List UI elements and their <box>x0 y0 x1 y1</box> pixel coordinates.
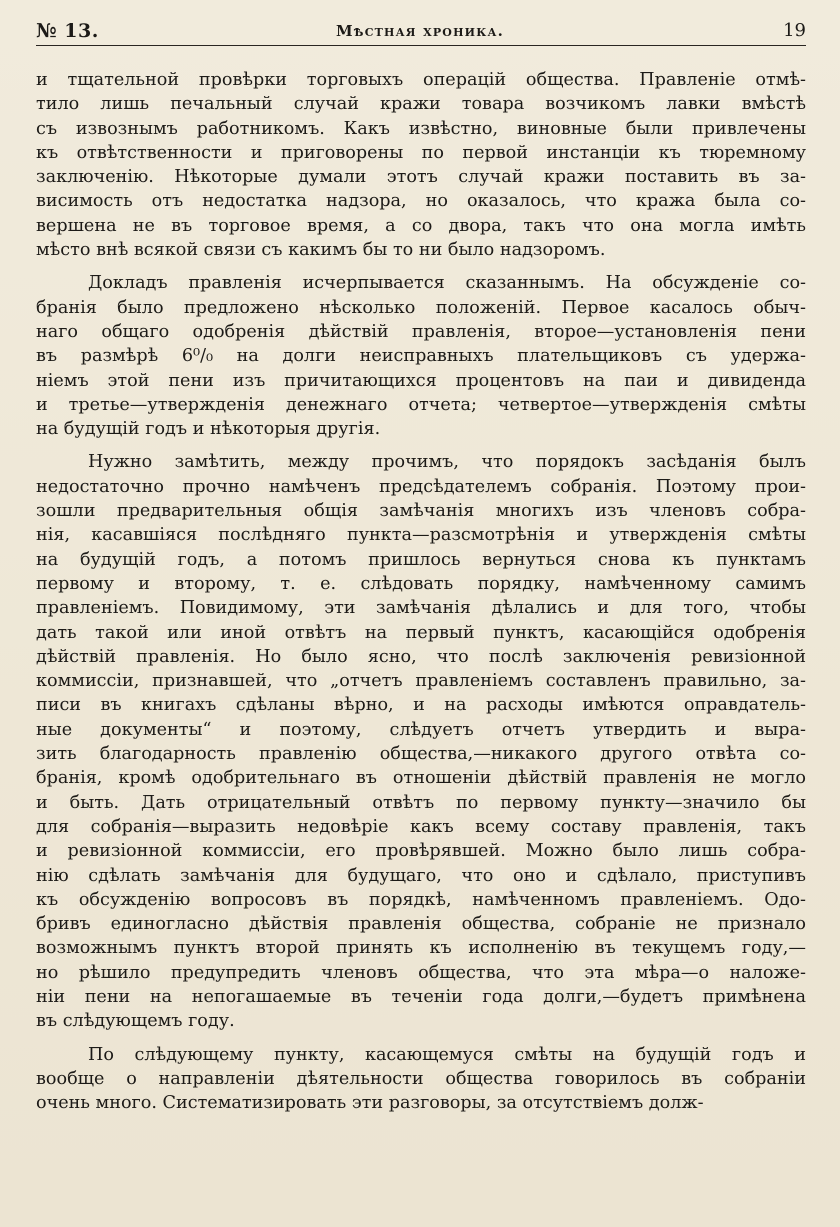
text-line: недостаточно прочно намѣченъ предсѣдателемъ собранія. Поэтому прои- <box>36 476 806 497</box>
text-line: зить благодарность правленію общества,—никакого другого отвѣта со- <box>36 744 806 765</box>
text-line: вершена не въ торговое время, а со двора, такъ что она могла имѣть <box>36 215 806 236</box>
paragraph <box>36 271 806 441</box>
text-line: нія, касавшіяся послѣдняго пункта—разсмотрѣнія и утвержденія смѣты <box>36 525 806 546</box>
running-header <box>36 18 806 46</box>
paragraph <box>36 68 806 262</box>
paragraph-gap <box>36 1034 806 1043</box>
text-line: первому и второму, т. е. слѣдовать порядку, намѣченному самимъ <box>36 573 806 594</box>
text-line: съ извознымъ работникомъ. Какъ извѣстно, виновные были привлечены <box>36 118 806 139</box>
paragraph <box>36 1043 806 1116</box>
section-title: Мѣстная хроника. <box>336 22 505 40</box>
text-line: на будущій годъ, а потомъ пришлось вернуться снова къ пунктамъ <box>36 549 806 570</box>
issue-number: № 13. <box>36 20 99 42</box>
text-line: возможнымъ пунктъ второй принять къ исполненію въ текущемъ году,— <box>36 938 806 959</box>
header-rule <box>36 45 806 46</box>
text-line: тило лишь печальный случай кражи товара возчикомъ лавки вмѣстѣ <box>36 94 806 115</box>
text-line: ные документы“ и поэтому, слѣдуетъ отчетъ утвердить и выра- <box>36 719 806 740</box>
text-line: висимость отъ недостатка надзора, но оказалось, что кража была со- <box>36 191 806 212</box>
text-line: къ отвѣтственности и приговорены по первой инстанціи къ тюремному <box>36 142 806 163</box>
text-line: на будущій годъ и нѣкоторыя другія. <box>36 419 381 440</box>
text-line: заключенію. Нѣкоторые думали этотъ случай кражи поставить въ за- <box>36 167 806 188</box>
text-line: и ревизіонной коммиссіи, его провѣрявшей. Можно было лишь собра- <box>36 841 806 862</box>
text-line: очень много. Систематизировать эти разговоры, за отсутствіемъ долж- <box>36 1093 704 1114</box>
text-line: По слѣдующему пункту, касающемуся смѣты на будущій годъ и <box>88 1044 806 1065</box>
text-line: и тщательной провѣрки торговыхъ операцій общества. Правленіе отмѣ- <box>36 70 806 90</box>
page-number: 19 <box>783 20 806 41</box>
text-line: коммиссіи, признавшей, что „отчетъ правленіемъ составленъ правильно, за- <box>36 671 806 692</box>
text-line: для собранія—выразить недовѣріе какъ всему составу правленія, такъ <box>36 816 806 837</box>
body-text <box>36 68 806 1115</box>
text-line: ніи пени на непогашаемые въ теченіи года долги,—будетъ примѣнена <box>36 986 806 1007</box>
text-line: и быть. Дать отрицательный отвѣтъ по первому пункту—значило бы <box>36 792 806 813</box>
text-line: мѣсто внѣ всякой связи съ какимъ бы то ни было надзоромъ. <box>36 240 606 261</box>
text-line: бранія, кромѣ одобрительнаго въ отношеніи дѣйствій правленія не могло <box>36 768 806 789</box>
text-line: но рѣшило предупредить членовъ общества, что эта мѣра—о наложе- <box>36 962 806 983</box>
paragraph <box>36 450 806 1033</box>
text-line: наго общаго одобренія дѣйствій правленія, второе—установленія пени <box>36 321 806 342</box>
text-line: зошли предварительныя общія замѣчанія многихъ изъ членовъ собра- <box>36 501 806 522</box>
text-line: нію сдѣлать замѣчанія для будущаго, что оно и сдѣлало, приступивъ <box>36 865 806 886</box>
text-line: писи въ книгахъ сдѣланы вѣрно, и на расходы имѣются оправдатель- <box>36 695 806 716</box>
text-line: въ слѣдующемъ году. <box>36 1011 235 1032</box>
text-line: дѣйствій правленія. Но было ясно, что послѣ заключенія ревизіонной <box>36 646 806 667</box>
text-line: и третье—утвержденія денежнаго отчета; четвертое—утвержденія смѣты <box>36 394 806 415</box>
text-line: въ размѣрѣ 6⁰/₀ на долги неисправныхъ плательщиковъ съ удержа- <box>36 346 806 367</box>
text-line: къ обсужденію вопросовъ въ порядкѣ, намѣченномъ правленіемъ. Одо- <box>36 889 806 910</box>
text-line: дать такой или иной отвѣтъ на первый пунктъ, касающійся одобренія <box>36 622 806 643</box>
paragraph-gap <box>36 262 806 271</box>
text-line: вообще о направленіи дѣятельности общества говорилось въ собраніи <box>36 1068 806 1089</box>
text-line: бранія было предложено нѣсколько положеній. Первое касалось обыч- <box>36 297 806 318</box>
text-line: Нужно замѣтить, между прочимъ, что порядокъ засѣданія былъ <box>88 452 806 473</box>
text-line: ніемъ этой пени изъ причитающихся процентовъ на паи и дивиденда <box>36 370 806 391</box>
text-line: правленіемъ. Повидимому, эти замѣчанія дѣлались и для того, чтобы <box>36 598 806 619</box>
text-line: бривъ единогласно дѣйствія правленія общества, собраніе не признало <box>36 914 806 935</box>
text-line: Докладъ правленія исчерпывается сказаннымъ. На обсужденіе со- <box>88 273 806 294</box>
paragraph-gap <box>36 441 806 450</box>
